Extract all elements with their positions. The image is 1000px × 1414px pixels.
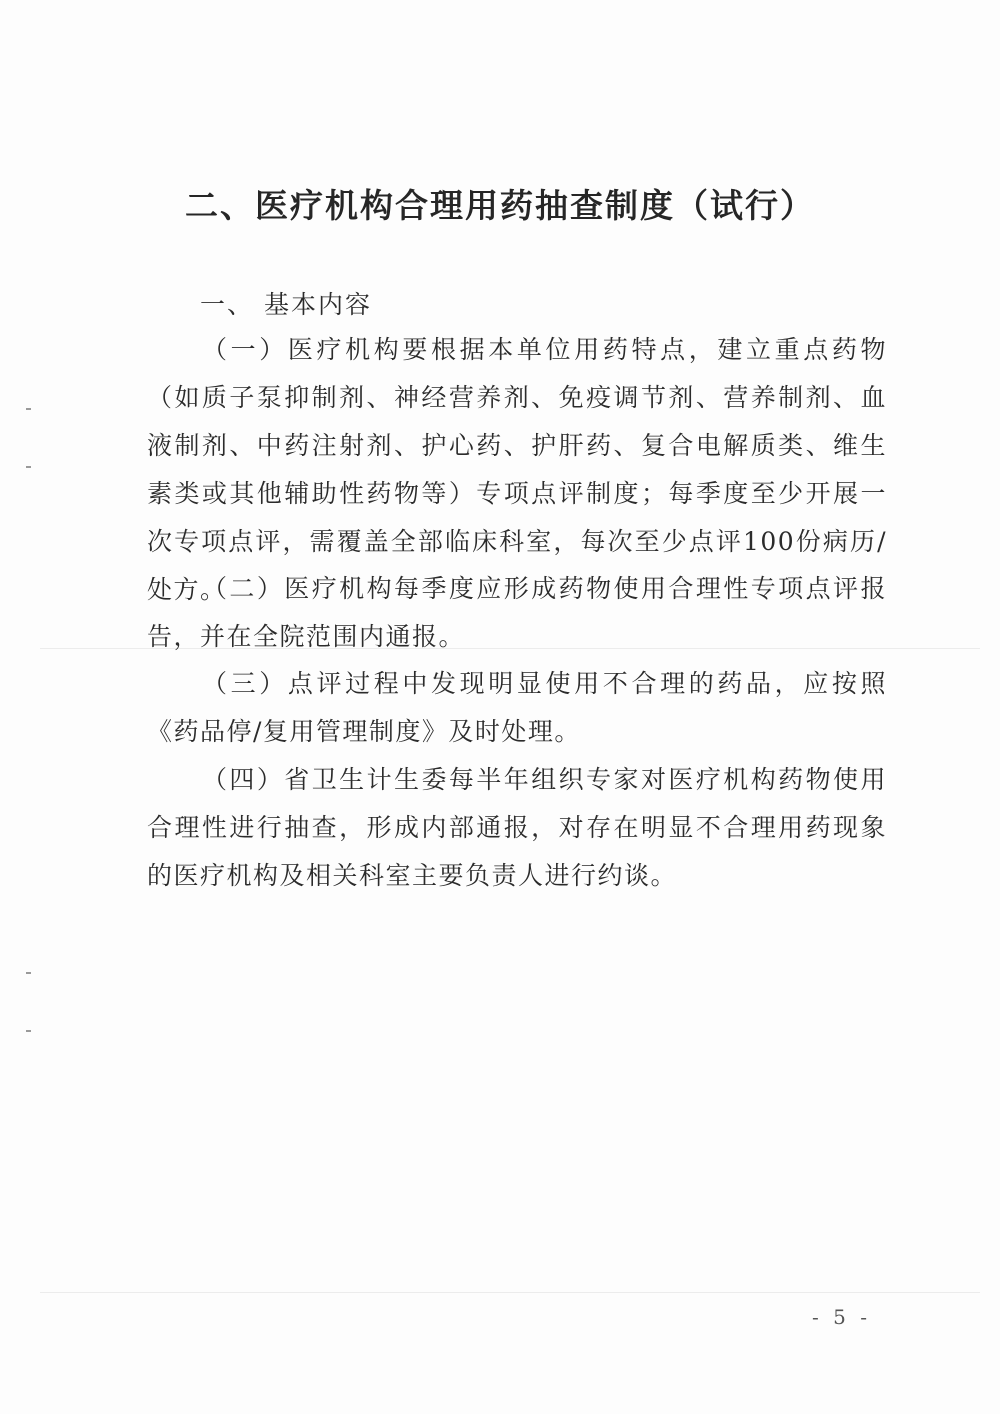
page-number: - 5 - — [812, 1305, 871, 1329]
document-title: 二、医疗机构合理用药抽查制度（试行） — [185, 186, 815, 225]
margin-mark — [26, 1030, 31, 1032]
scan-artifact-line — [40, 1292, 980, 1293]
margin-mark — [26, 972, 31, 974]
paragraph-1: （一）医疗机构要根据本单位用药特点，建立重点药物（如质子泵抑制剂、神经营养剂、免疫调节剂、营养制剂、血液制剂、中药注射剂、护心药、护肝药、复合电解质类、维生素类或其他辅助性药物等）专项点评制度；每季度至少开展一次专项点评，需覆盖全部临床科室，每次至少点评100份病历/处方。 — [147, 335, 887, 604]
margin-mark — [26, 408, 31, 410]
margin-mark — [26, 466, 31, 468]
section-heading: 一、 基本内容 — [200, 290, 372, 319]
paragraph-2: （二）医疗机构每季度应形成药物使用合理性专项点评报告，并在全院范围内通报。 — [147, 574, 887, 651]
paragraph-4: （四）省卫生计生委每半年组织专家对医疗机构药物使用合理性进行抽查，形成内部通报，对存在明显不合理用药现象的医疗机构及相关科室主要负责人进行约谈。 — [147, 765, 887, 890]
paragraph-3: （三）点评过程中发现明显使用不合理的药品，应按照《药品停/复用管理制度》及时处理。 — [147, 669, 887, 746]
